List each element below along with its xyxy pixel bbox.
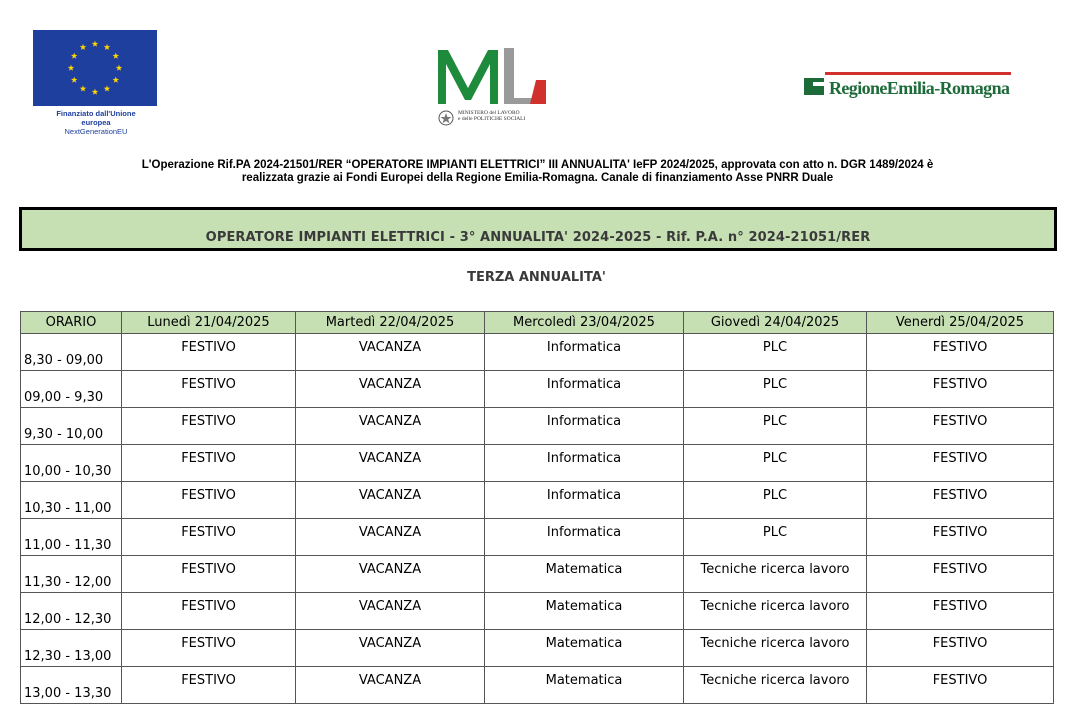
table-row [21,408,1054,445]
lesson-cell: VACANZA [296,519,485,556]
lesson-cell: PLC [684,482,867,519]
lesson-cell: FESTIVO [122,371,296,408]
time-slot: 09,00 - 9,30 [21,371,122,408]
lesson-cell: VACANZA [296,556,485,593]
eu-star-icon [80,44,86,50]
regione-logo [803,72,1013,102]
eu-caption-line3: NextGenerationEU [64,127,128,136]
year-subtitle: TERZA ANNUALITA' [467,270,606,285]
lesson-cell: VACANZA [296,445,485,482]
table-row [21,371,1054,408]
lesson-cell: FESTIVO [867,408,1054,445]
lesson-cell: FESTIVO [122,445,296,482]
eu-star-icon [116,65,122,71]
table-row [21,482,1054,519]
time-slot: 10,00 - 10,30 [21,445,122,482]
lesson-cell: FESTIVO [122,334,296,371]
time-slot: 10,30 - 11,00 [21,482,122,519]
lesson-cell: VACANZA [296,630,485,667]
lesson-cell: FESTIVO [867,371,1054,408]
lesson-cell: PLC [684,334,867,371]
lesson-cell: FESTIVO [867,482,1054,519]
ministero-ml-icon [434,44,554,108]
lesson-cell: FESTIVO [867,630,1054,667]
lesson-cell: Matematica [485,630,684,667]
lesson-cell: PLC [684,445,867,482]
lesson-cell: Matematica [485,667,684,704]
eu-star-icon [113,77,119,83]
table-row [21,519,1054,556]
time-slot: 11,00 - 11,30 [21,519,122,556]
table-row [21,445,1054,482]
lesson-cell: VACANZA [296,371,485,408]
eu-star-icon [113,53,119,59]
course-title: OPERATORE IMPIANTI ELETTRICI - 3° ANNUALITA' 2024-2025 - Rif. P.A. n° 2024-21051/RER [205,230,871,245]
lesson-cell: FESTIVO [122,593,296,630]
header-day: Venerdì 25/04/2025 [867,312,1054,334]
table-row [21,556,1054,593]
lesson-cell: Informatica [485,334,684,371]
ministero-name [458,110,525,122]
ministero-logo [434,44,554,130]
lesson-cell: FESTIVO [867,667,1054,704]
time-slot: 8,30 - 09,00 [21,334,122,371]
regione-name: RegioneEmilia-Romagna [829,78,1010,98]
lesson-cell: VACANZA [296,482,485,519]
eu-star-icon [80,85,86,91]
eu-star-icon [92,41,98,47]
timetable-header-row [21,312,1054,334]
lesson-cell: FESTIVO [122,630,296,667]
lesson-cell: Tecniche ricerca lavoro [684,667,867,704]
lesson-cell: Informatica [485,371,684,408]
intro-line1: L'Operazione Rif.PA 2024-21501/RER “OPERATORE IMPIANTI ELETTRICI” III ANNUALITA' IeFP 2024/2025, approvata con atto n. DGR 1489/2024 è [141,159,934,171]
lesson-cell: FESTIVO [122,667,296,704]
emblem-icon [438,110,454,126]
eu-caption-line2: europea [81,118,111,127]
header-day: Mercoledì 23/04/2025 [485,312,684,334]
intro-line2: realizzata grazie ai Fondi Europei della Regione Emilia-Romagna. Canale di finanziamento Asse PNRR Duale [241,172,834,184]
time-slot: 9,30 - 10,00 [21,408,122,445]
lesson-cell: Tecniche ricerca lavoro [684,630,867,667]
ministero-line1: MINISTERO del LAVORO [458,110,520,116]
lesson-cell: FESTIVO [122,482,296,519]
lesson-cell: Matematica [485,556,684,593]
eu-caption-line1: Finanziato dall'Unione [56,109,136,118]
regione-mark-icon [803,74,825,96]
header-day: Lunedì 21/04/2025 [122,312,296,334]
lesson-cell: PLC [684,408,867,445]
table-row [21,667,1054,704]
header-day: Martedì 22/04/2025 [296,312,485,334]
lesson-cell: VACANZA [296,408,485,445]
time-slot: 12,00 - 12,30 [21,593,122,630]
eu-star-icon [92,89,98,95]
header-day: Giovedì 24/04/2025 [684,312,867,334]
table-row [21,593,1054,630]
lesson-cell: FESTIVO [122,556,296,593]
lesson-cell: FESTIVO [122,519,296,556]
eu-caption [33,109,159,136]
lesson-cell: PLC [684,519,867,556]
eu-logo [33,30,159,136]
ministero-line2: e delle POLITICHE SOCIALI [458,116,526,122]
course-banner [19,207,1057,251]
lesson-cell: Matematica [485,593,684,630]
lesson-cell: Informatica [485,482,684,519]
lesson-cell: FESTIVO [867,334,1054,371]
time-slot: 12,30 - 13,00 [21,630,122,667]
header-orario: ORARIO [21,312,122,334]
time-slot: 11,30 - 12,00 [21,556,122,593]
lesson-cell: FESTIVO [867,445,1054,482]
time-slot: 13,00 - 13,30 [21,667,122,704]
lesson-cell: Informatica [485,519,684,556]
lesson-cell: FESTIVO [122,408,296,445]
lesson-cell: Tecniche ricerca lavoro [684,593,867,630]
lesson-cell: VACANZA [296,593,485,630]
lesson-cell: PLC [684,371,867,408]
intro-text [20,159,1055,185]
lesson-cell: Informatica [485,445,684,482]
regione-red-bar [825,72,1011,75]
eu-star-icon [71,77,77,83]
eu-star-icon [68,65,74,71]
lesson-cell: Informatica [485,408,684,445]
timetable [20,311,1054,704]
lesson-cell: FESTIVO [867,556,1054,593]
lesson-cell: VACANZA [296,334,485,371]
table-row [21,334,1054,371]
lesson-cell: Tecniche ricerca lavoro [684,556,867,593]
eu-star-icon [71,53,77,59]
eu-star-icon [104,85,110,91]
eu-flag-icon [33,30,157,106]
eu-star-icon [104,44,110,50]
lesson-cell: VACANZA [296,667,485,704]
lesson-cell: FESTIVO [867,519,1054,556]
lesson-cell: FESTIVO [867,593,1054,630]
table-row [21,630,1054,667]
